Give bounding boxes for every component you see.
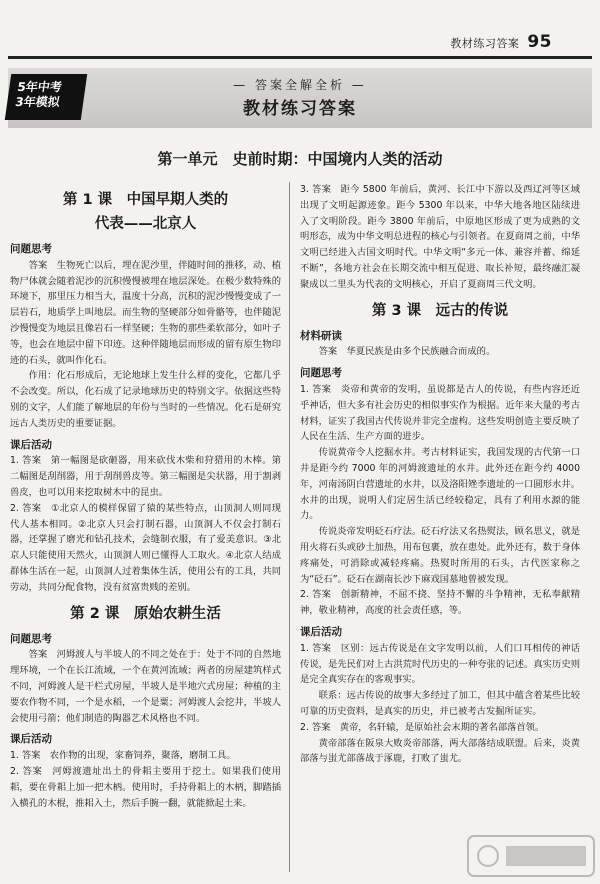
unit-title: 第一单元 史前时期：中国境内人类的活动 (157, 150, 443, 168)
right-column (300, 182, 580, 767)
banner-title: 教材练习答案 (243, 99, 357, 119)
section-question: 问题思考 (10, 243, 52, 255)
answer-item: 2. 答案 黄帝，名轩辕，是原始社会末期的著名部落首领。 (300, 721, 545, 733)
banner-subtitle: — 答案全解全析 — (233, 78, 367, 92)
answer-item: 1. 答案 农作物的出现，家畜饲养，聚落，磨制工具。 (10, 750, 236, 762)
section-question: 问题思考 (300, 367, 342, 380)
series-logo: 5年中考 3年模拟 (5, 74, 87, 120)
answer-paragraph: 传说炎帝发明砭石疗法。砭石疗法又名热熨法，顾名思义，就是用火将石头或砂土加热，用布包裹，放在患处。此外还有，数于身体疼痛处，可消除或减轻疼痛。热熨时所用的石头，古代医家称之为“砭石”。砭石在湖南长沙下麻戏国墓地曾被发现。 (300, 526, 580, 585)
answer-item: 1. 答案 炎帝和黄帝的发明，虽说都是古人的传说，有些内容还近乎神话，但大多有社会历史的相似事实作为根据。近年来大量的考古材料，证实了我国古代传说并非完全虚构。这些发明创造主要反映了人民在生活、生产方面的进步。 (300, 383, 580, 443)
watermark-logo (466, 830, 596, 880)
section-question: 问题思考 (10, 632, 52, 645)
answer-paragraph: 答案 生物死亡以后，埋在泥沙里，伴随时间的推移，动、植物尸体就会随着泥沙的沉积慢慢被埋在地层深处。在极少数特殊的环境下，那里压力相当大，温度十分高，沉积的泥沙慢慢变成了一层岩石，地质学上叫地层。而生物的坚硬部分如骨骼等，也伴随泥沙慢慢变为地层且像岩石一样坚硬；生物的那些柔软部分，如叶子等，也会在地层中留下印迹。这种伴随地层而形成的留有原生物印迹的石头，就叫作化石。 (10, 259, 281, 366)
answer-item: 2. 答案 河姆渡遗址出土的骨耜主要用于挖土。如果我们使用耜，要在骨耜上加一把木柄。使用时，手持骨耜上的木柄，脚踏插入横孔的木棍，推耜入土，然后手腕一翻，就能掀起土来。 (10, 765, 281, 809)
header-section: 教材练习答案 (450, 37, 520, 50)
page-number: 95 (527, 32, 552, 52)
answer-item: 1. 答案 区别：远古传说是在文字发明以前，人们口耳相传的神话传说，是先民们对上古洪荒时代历史的一种夸张的记述。真实历史则是完全真实存在的客观事实。 (300, 642, 580, 686)
answer-item: 1. 答案 第一幅图是砍砸器，用来砍伐木柴和狩猎用的木棒。第二幅图是刮削器，用于刮削兽皮等。第三幅图是尖状器，用于割剥兽皮，也可以用来挖取树木中的昆虫。 (10, 455, 281, 498)
section-material: 材料研读 (300, 329, 342, 342)
answer-paragraph: 作用：化石形成后，无论地球上发生什么样的变化，它都几乎不会改变。所以，化石成了记录地球历史的特别文字。依据这些特别的文字，人们能了解地层的年份与当时的一些情况。化石是研究远古人类历史的重要证据。 (10, 370, 281, 429)
answer-item: 2. 答案 创新精神，不屈不挠、坚持不懈的斗争精神，无私奉献精神，敬业精神，高度的社会责任感，等。 (300, 589, 580, 617)
answer-paragraph: 传说黄帝令人挖掘水井。考古材料证实，我国发现的古代第一口井是距今约 7000 年的河姆渡遗址的水井。此外还在距今约 4000 年，河南汤阴白营遗址的水井，以及洛阳矬李遗址的一口圆形水井。水井的出现，说明人们定居生活已经较稳定，具有了利用水源的能力。 (300, 447, 580, 522)
answer-paragraph: 答案 河姆渡人与半坡人的不同之处在于：处于不同的自然地理环境，一个在长江流域，一个在黄河流域；两者的房屋建筑样式不同，河姆渡人是干栏式房屋，半坡人是半地穴式房屋；种植的主要农作物不同，一个是水稻，一个是粟；河姆渡人会挖井，半坡人会使用弓箭；他们制造的陶器艺术风格也不同。 (10, 649, 281, 724)
section-activity: 课后活动 (10, 438, 52, 451)
section-activity: 课后活动 (10, 733, 52, 746)
column-divider (289, 182, 290, 872)
answer-item: 3. 答案 距今 5800 年前后，黄河、长江中下游以及西辽河等区域出现了文明起源迹象。距今 5300 年以来，中华大地各地区陆续进入了文明阶段。距今 3800 年前后，中原地区形成了更为成熟的文明形态，成为中华文明总进程的核心与引领者。在夏商周之前，中华文明已经进入古国文明时代。中华文明“多元一体、兼容并蓄、绵延不断”，各地方社会在长期交流中相互促进、取长补短，最终融汇凝聚成以二里头为代表的文明核心，开启了夏商周三代文明。 (300, 184, 580, 290)
left-column (10, 182, 281, 811)
lesson-3-title: 第 3 课 远古的传说 (371, 302, 509, 319)
answer-paragraph: 联系：远古传说的故事大多经过了加工，但其中蕴含着某些比较可靠的历史资料，是真实的历史，并已被考古发掘所证实。 (300, 690, 580, 717)
lesson-2-title: 第 2 课 原始农耕生活 (70, 605, 221, 622)
answer-item: 2. 答案 ①北京人的模样保留了猿的某些特点，山顶洞人则同现代人基本相同。②北京人只会打制石器，山顶洞人不仅会打制石器，还掌握了磨光和钻孔技术，会缝制衣服，有了爱美意识。③北京人只能使用天然火，山顶洞人则已懂得人工取火。④北京人结成群体生活在一起，山顶洞人过着集体生活，使用公有的工具，共同劳动，共同分配食物，没有贫富贵贱的差别。 (10, 502, 281, 593)
header-rule (8, 56, 592, 59)
answer-paragraph: 答案 华夏民族是由多个民族融合而成的。 (318, 346, 496, 358)
running-header (450, 32, 552, 52)
lesson-1-title: 第 1 课 中国早期人类的 代表——北京人 (62, 192, 229, 232)
section-activity: 课后活动 (300, 625, 342, 638)
answer-paragraph: 黄帝部落在阪泉大败炎帝部落，两大部落结成联盟。后来，炎黄部落与蚩尤部落战于涿鹿，打败了蚩尤。 (300, 737, 580, 765)
